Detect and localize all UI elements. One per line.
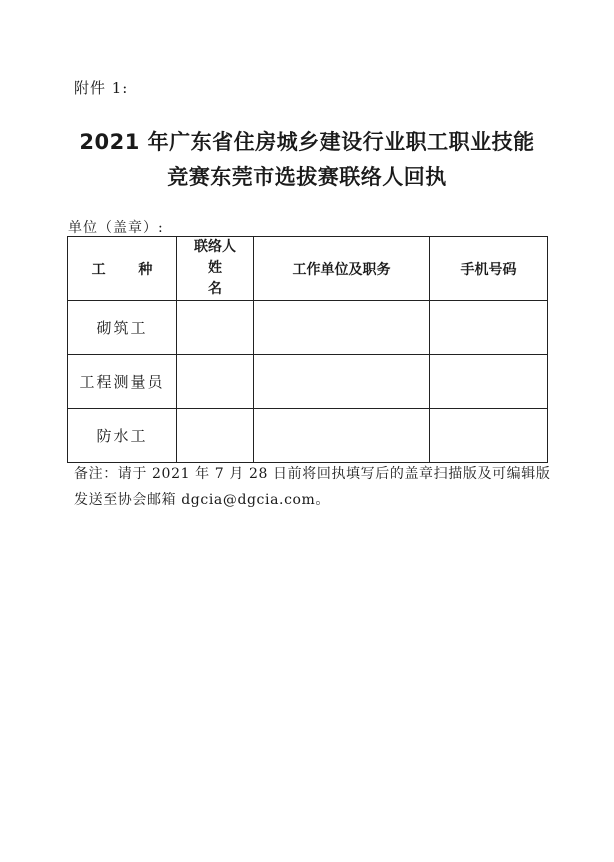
table-row: [68, 409, 548, 463]
document-title-line-2: 竞赛东莞市选拔赛联络人回执: [167, 165, 447, 189]
trade-cell: 防水工: [68, 409, 177, 463]
work-unit-cell[interactable]: [254, 301, 430, 355]
phone-cell[interactable]: [430, 409, 548, 463]
header-phone: 手机号码: [430, 237, 548, 301]
note-line-2: 发送至协会邮箱 dgcia@dgcia.com。: [74, 492, 331, 508]
work-unit-cell[interactable]: [254, 355, 430, 409]
phone-cell[interactable]: [430, 301, 548, 355]
header-trade: 工 种: [68, 237, 177, 301]
note-line-1: 备注：请于 2021 年 7 月 28 日前将回执填写后的盖章扫描版及可编辑版: [74, 466, 551, 482]
trade-cell: 工程测量员: [68, 355, 177, 409]
contact-name-cell[interactable]: [177, 301, 254, 355]
phone-cell[interactable]: [430, 355, 548, 409]
attachment-label: 附件 1:: [74, 79, 129, 97]
table-row: [68, 355, 548, 409]
contact-name-cell[interactable]: [177, 355, 254, 409]
header-work-unit: 工作单位及职务: [254, 237, 430, 301]
contact-form-table: [67, 236, 548, 463]
header-contact-name: [177, 237, 254, 301]
header-contact-name-line-1: 联络人: [194, 239, 236, 255]
unit-seal-label: 单位（盖章）:: [68, 220, 164, 236]
trade-cell: 砌筑工: [68, 301, 177, 355]
table-row: [68, 301, 548, 355]
header-contact-name-line-2: 姓 名: [208, 260, 234, 297]
document-title-line-1: 2021 年广东省住房城乡建设行业职工职业技能: [79, 130, 535, 154]
contact-name-cell[interactable]: [177, 409, 254, 463]
table-header-row: [68, 237, 548, 301]
submission-note: [74, 461, 554, 513]
work-unit-cell[interactable]: [254, 409, 430, 463]
